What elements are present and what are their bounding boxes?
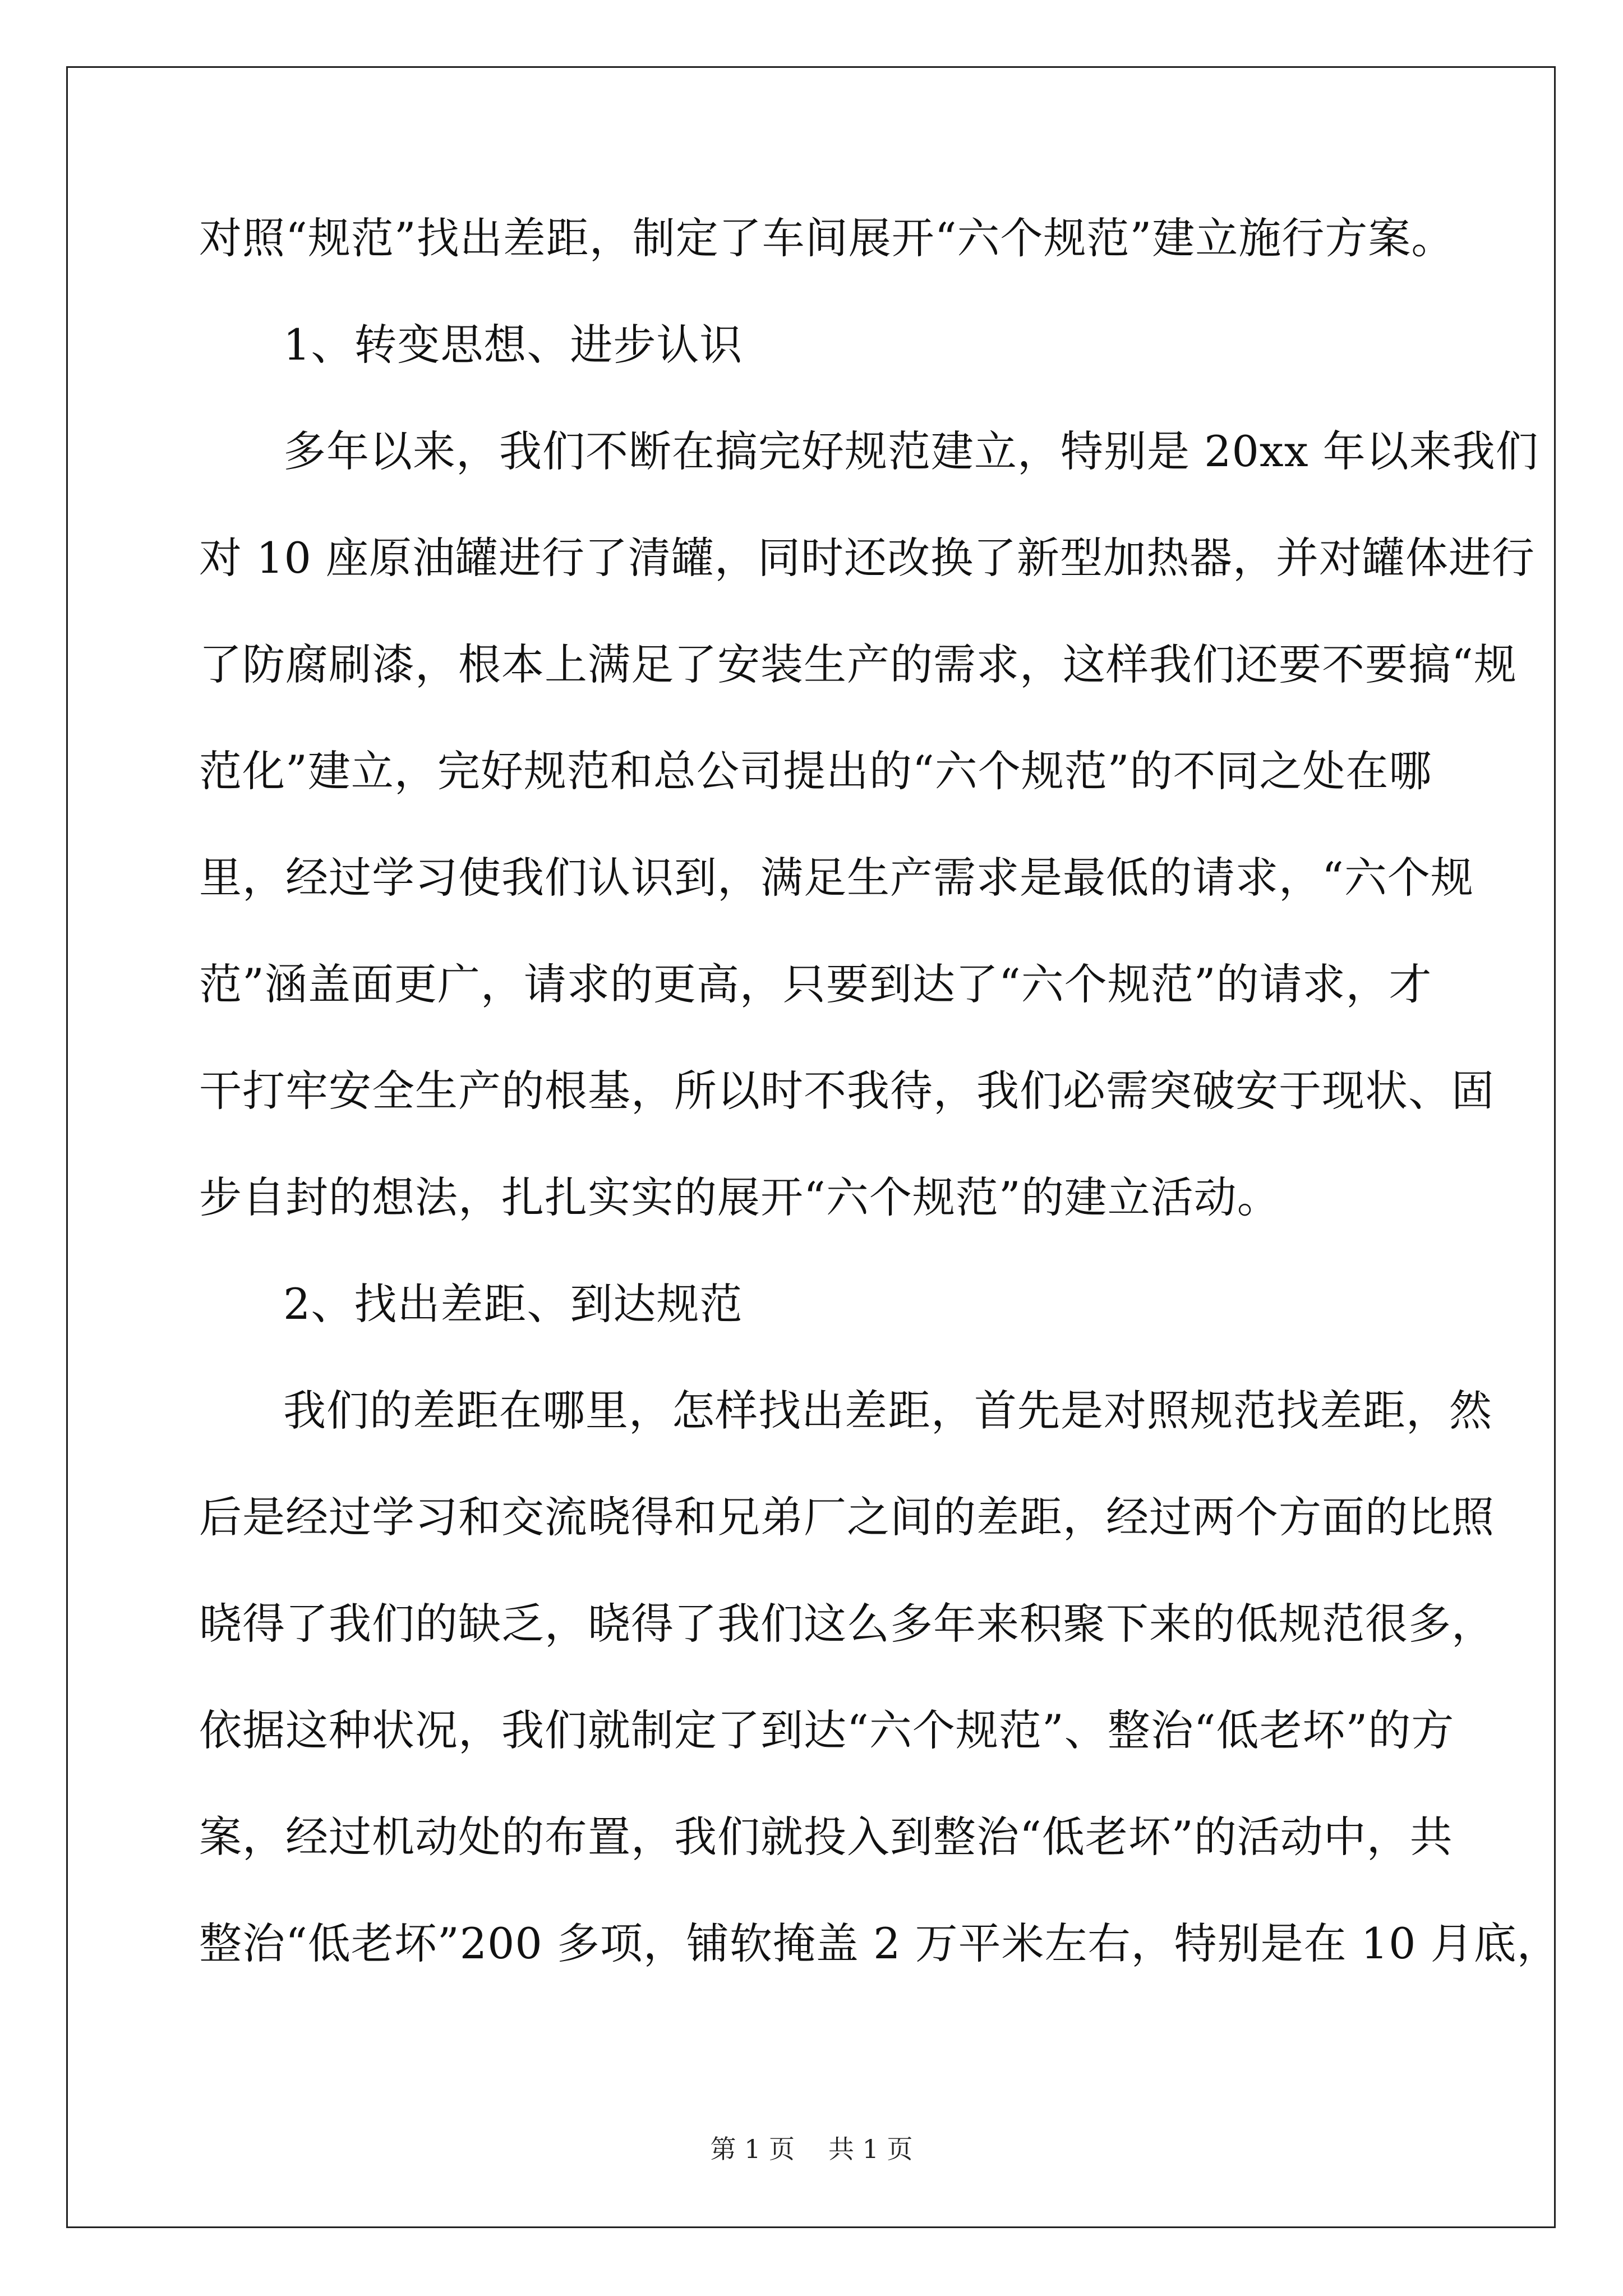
page-total: 共 1 页	[828, 2134, 913, 2164]
paragraph-line: 后是经过学习和交流晓得和兄弟厂之间的差距，经过两个方面的比照	[199, 1492, 1495, 1542]
section-heading: 1、转变思想、进步认识	[283, 320, 743, 370]
paragraph-line: 里，经过学习使我们认识到，满足生产需求是最低的请求，“六个规	[199, 853, 1474, 903]
page-number: 第 1 页	[710, 2134, 795, 2164]
paragraph-line: 整治“低老坏”200 多项，铺软掩盖 2 万平米左右，特别是在 10 月底，	[199, 1918, 1560, 1968]
section-heading: 2、找出差距、到达规范	[283, 1279, 743, 1329]
page-footer	[0, 2129, 1623, 2166]
paragraph-line: 对 10 座原油罐进行了清罐，同时还改换了新型加热器，并对罐体进行	[199, 533, 1536, 583]
paragraph-line: 对照“规范”找出差距，制定了车间展开“六个规范”建立施行方案。	[199, 213, 1455, 263]
paragraph-line: 依据这种状况，我们就制定了到达“六个规范”、整治“低老坏”的方	[199, 1705, 1455, 1755]
paragraph-line: 步自封的想法，扎扎实实的展开“六个规范”的建立活动。	[199, 1172, 1280, 1222]
paragraph-line: 晓得了我们的缺乏，晓得了我们这么多年来积聚下来的低规范很多，	[199, 1599, 1495, 1649]
paragraph-line: 范”涵盖面更广，请求的更高，只要到达了“六个规范”的请求，才	[199, 959, 1432, 1009]
paragraph-line: 干打牢安全生产的根基，所以时不我待，我们必需突破安于现状、固	[199, 1066, 1495, 1116]
paragraph-line: 了防腐刷漆，根本上满足了安装生产的需求，这样我们还要不要搞“规	[199, 639, 1517, 689]
document-body	[199, 185, 1560, 1997]
paragraph-line: 多年以来，我们不断在搞完好规范建立，特别是 20xx 年以来我们	[283, 426, 1539, 476]
paragraph-line: 范化”建立，完好规范和总公司提出的“六个规范”的不同之处在哪	[199, 746, 1432, 796]
paragraph-line: 我们的差距在哪里，怎样找出差距，首先是对照规范找差距，然	[283, 1386, 1492, 1435]
paragraph-line: 案，经过机动处的布置，我们就投入到整治“低老坏”的活动中，共	[199, 1812, 1453, 1862]
